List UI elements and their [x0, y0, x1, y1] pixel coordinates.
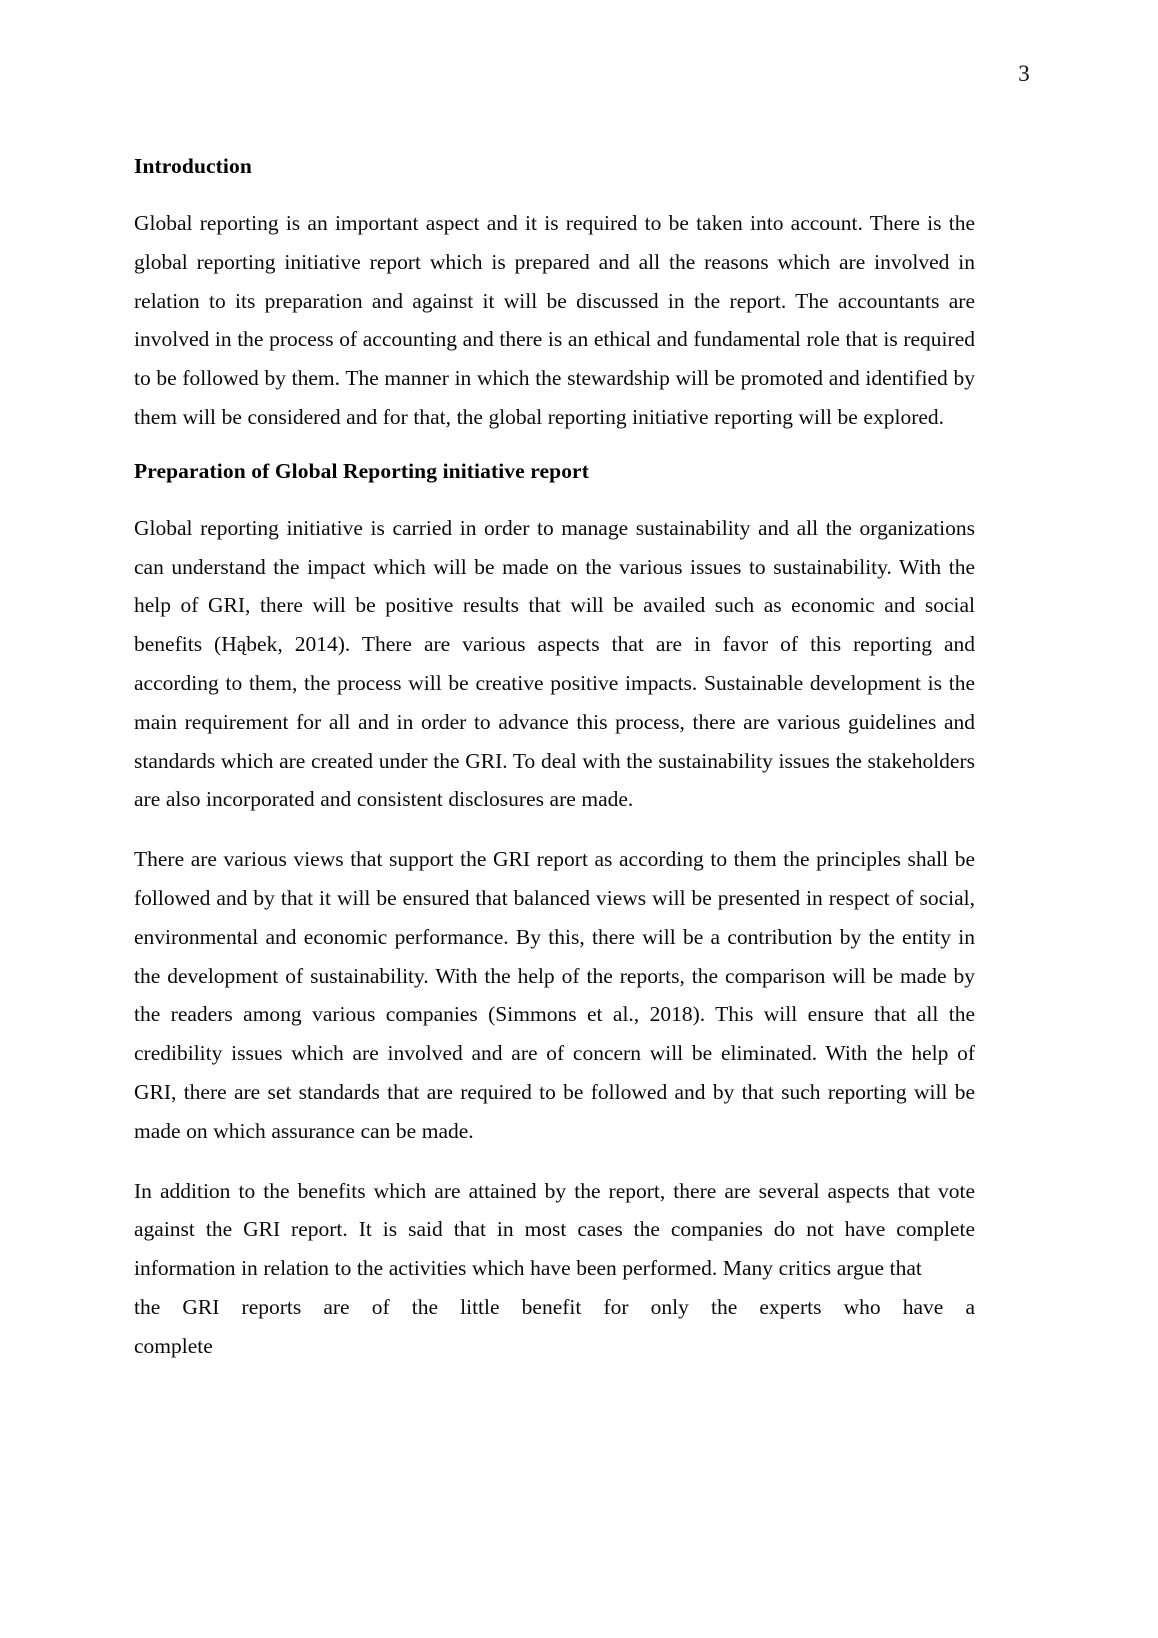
spacer: [134, 819, 975, 840]
paragraph-criticism-text: In addition to the benefits which are attained by the report, there are several aspects that vote against the GRI report. It is said that in most cases the companies do not have complete information in relation to the activities which have been performed. Many critics argue that: [134, 1178, 975, 1281]
spacer: [134, 437, 975, 457]
paragraph-gri-sustainability: Global reporting initiative is carried in order to manage sustainability and all the organizations can understand the impact which will be made on the various issues to sustainability. With the help of GRI, there will be positive results that will be availed such as economic and social benefits (Hąbek, 2014). There are various aspects that are in favor of this reporting and according to them, the process will be creative positive impacts. Sustainable development is the main requirement for all and in order to advance this process, there are various guidelines and standards which are created under the GRI. To deal with the sustainability issues the stakeholders are also incorporated and consistent disclosures are made.: [134, 515, 975, 812]
heading-preparation-of-gri-report: Preparation of Global Reporting initiative report: [134, 458, 589, 483]
document-body: [134, 152, 975, 1366]
paragraph-criticism-tail: the GRI reports are of the little benefit for only the experts who have a complete: [134, 1294, 975, 1358]
paragraph-criticism: [134, 1172, 975, 1366]
spacer: [134, 1151, 975, 1172]
heading-introduction: Introduction: [134, 154, 252, 178]
paragraph-introduction: Global reporting is an important aspect and it is required to be taken into account. There is the global reporting initiative report which is prepared and all the reasons which are involved in relation to its preparation and against it will be discussed in the report. The accountants are involved in the process of accounting and there is an ethical and fundamental role that is required to be followed by them. The manner in which the stewardship will be promoted and identified by them will be considered and for that, the global reporting initiative reporting will be explored.: [134, 211, 975, 429]
paragraph-supporting-views: There are various views that support the GRI report as according to them the principles shall be followed and by that it will be ensured that balanced views will be presented in respect of social, environmental and economic performance. By this, there will be a contribution by the entity in the development of sustainability. With the help of the reports, the comparison will be made by the readers among various companies (Simmons et al., 2018). This will ensure that all the credibility issues which are involved and are of concern will be eliminated. With the help of GRI, there are set standards that are required to be followed and by that such reporting will be made on which assurance can be made.: [134, 847, 975, 1143]
spacer: [134, 486, 975, 509]
page-number: 3: [1018, 61, 1030, 86]
spacer: [134, 181, 975, 204]
